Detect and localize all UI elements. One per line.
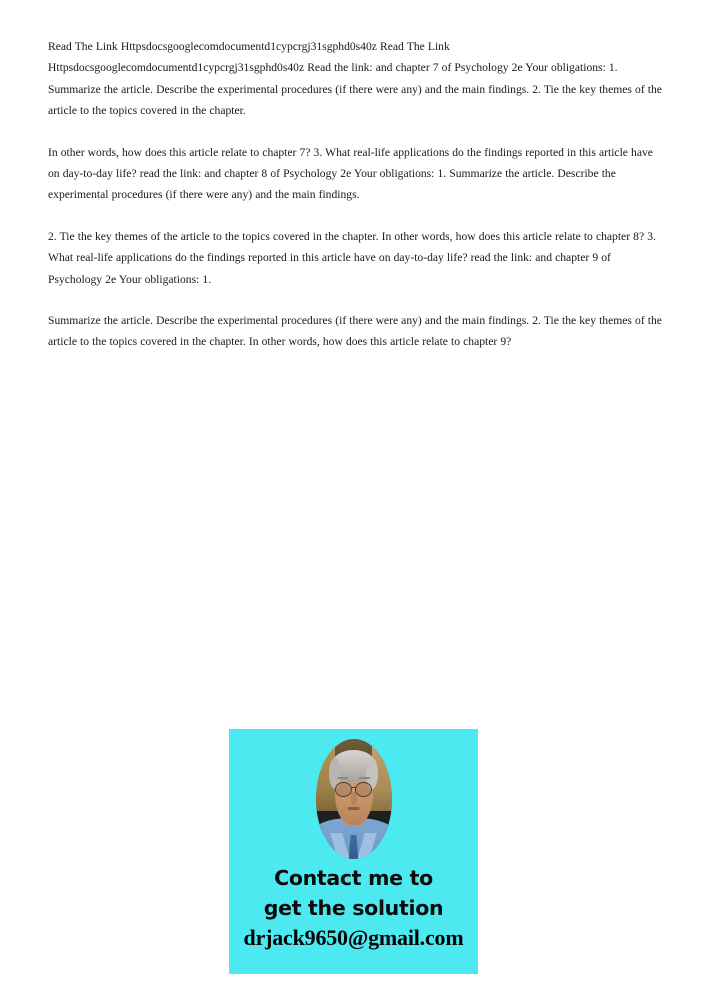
card-headline-line-1: Contact me to — [274, 866, 433, 890]
portrait-photo — [316, 739, 392, 859]
contact-card — [229, 729, 478, 974]
photo-eyeglass-bridge — [351, 787, 356, 788]
paragraph: 2. Tie the key themes of the article to the topics covered in the chapter. In other words, how does this article relate to chapter 8? 3. What real-life applications do the findings reported in this article have on day-to-day life? read the link: and chapter 9 of Psychology 2e Your obligations: 1. — [48, 229, 656, 286]
card-email-address: drjack9650@gmail.com — [243, 925, 464, 950]
photo-mouth — [347, 807, 360, 810]
card-headline — [229, 863, 478, 923]
document-text-body — [48, 36, 666, 353]
paragraph: Summarize the article. Describe the experimental procedures (if there were any) and the main findings. 2. Tie the key themes of the article to the topics covered in the chapter. In other words, how does this article relate to chapter 9? — [48, 314, 662, 349]
paragraph: Read The Link Httpsdocsgooglecomdocumentd1cypcrgj31sgphd0s40z Read The Link Httpsdocsgooglecomdocumentd1cypcrgj31sgphd0s40z Read the link: and chapter 7 of Psychology 2e Your obligations: 1. Summarize the article. Describe the experimental procedures (if there were any) and the main findings. 2. Tie the key themes of the article to the topics covered in the chapter. — [48, 40, 662, 118]
photo-nose — [350, 792, 356, 805]
paragraph: In other words, how does this article relate to chapter 7? 3. What real-life applications do the findings reported in this article have on day-to-day life? read the link: and chapter 8 of Psychology 2e Your obligations: 1. Summarize the article. Describe the experimental procedures (if there were any) and the main findings. — [48, 145, 653, 202]
card-headline-line-2: get the solution — [263, 896, 444, 920]
